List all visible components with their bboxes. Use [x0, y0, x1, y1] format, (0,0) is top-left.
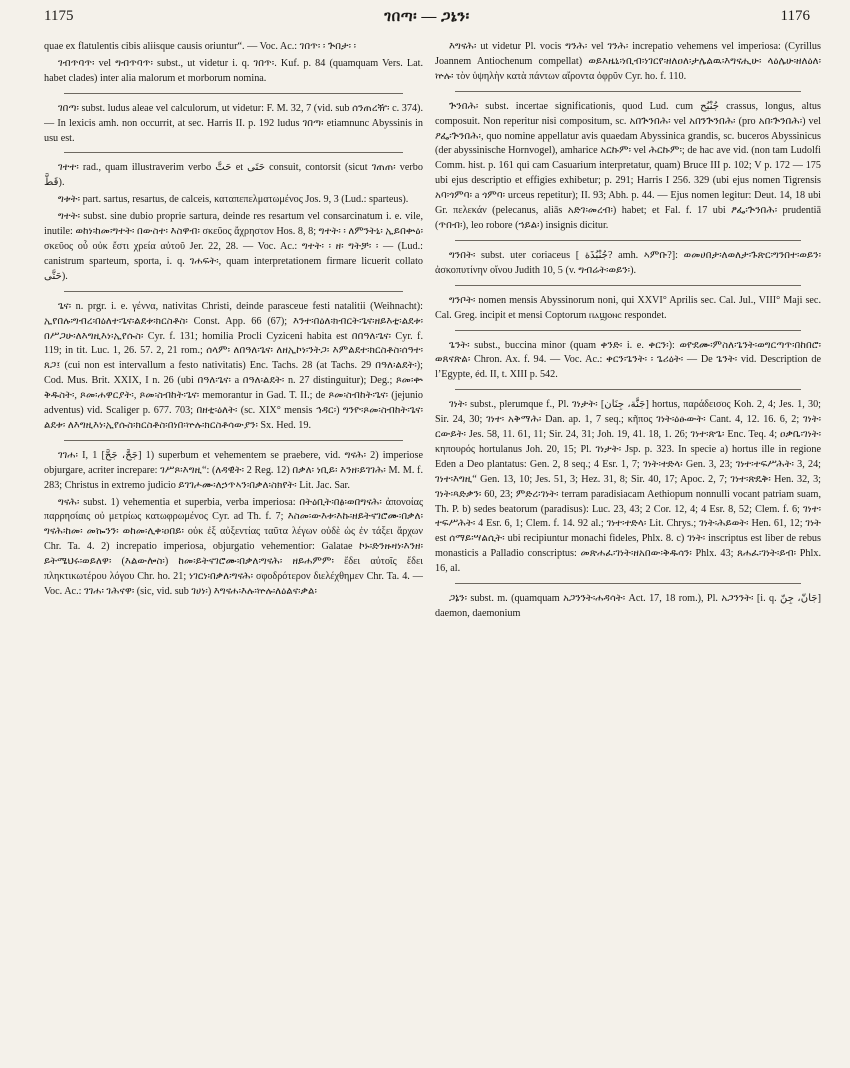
dictionary-entry: እግናሕ፡ ut videtur Pl. vocis ግንሕ፡ vel ገንሕ፡ increpatio vehemens vel imperiosa: (Cyrillus Joannem Antiochenum compellat) ወይእዜኒ፡ነቢብ፡ነገርየ፡ዘለዐለ፡ታሌልዉ፡እግናሒሁ፡ ላዕሌሁ፡ዘለዕለ፡ኵሉ፡ τὸν ὑψηλὴν κατὰ πάντων αἴροντα ὀφρῦν Cyr. ho. f. 110.	[435, 41, 821, 82]
dictionary-entry: ግተት፡ subst. sine dubio proprie sartura, deinde res resartum vel consarcinatum i. e. vile, inutile: ወከነ፡ከመ፡ግተት፡ በውስተ፡ እስዋብ፡ σκεῦος ἄχρηστον Hos. 8, 8; ግተት፡ ፡ ለምንትኒ፡ ኢይበቍዕ፡ σκεῦος οὗ οὐκ ἔστι χρεία αὐτοῦ Jer. 22, 28. — Voc. Ac.: ግተት፡ ፡ ዘ፡ ግትቻ፡ ፡ — (Lud.: canistrum sparteum, sporta, i. q. ገሐፍት፡, quam interpretationem firmare licuerit collato حَتَّى).	[44, 211, 423, 282]
entry-divider	[455, 330, 801, 331]
page-number-left: 1175	[44, 8, 74, 24]
dictionary-entry: ግንቦት፡ nomen mensis Abyssinorum noni, qui XXVI° Aprilis sec. Cal. Jul., VIII° Maji sec. Cal. Greg. incipit et mensi Coptorum ⲡⲁϣⲟⲛⲥ respondet.	[435, 294, 821, 321]
dictionary-entry: ጌና፡ n. prgr. i. e. γέννα, nativitas Christi, deinde parasceue festi natalitii (Weihnacht): ኢየበሉ፡ግብረ፡በዕለተ፡ጌና፡ልደቱ፡ክርስቶስ፡ Const. App. 66 (67); እንተ፡በዕለ፡ክብርት፡ጌና፡ዘይእቲ፡ልደቱ፡በሥጋሁ፡ለእግዚእነ፡ኢየሱስ፡ Cyr. f. 131; homilia Procli Cyziceni habita est በበዓለ፡ጌና፡ Cyr. f. 119; in tit. Luc. 1, 26. 57. 2, 21 rom.; ሰላም፡ ለበዓለ፡ጌና፡ ለዘኢኮነ፡ንትጋ፡ እምልደተ፡ክርስቶስ፡ሰዓተ፡ጸጋ፤ (cui non est intervallum a festo nativitatis) Enc. Tachs. 28 (at Tachs. 29 በዓለ፡ልደት፡); Cod. Mus. Brit. XXIX, I n. 26 (ubi በዓለ፡ጌና፡ a በዓለ፡ልደት፡ n. 27 distinguitur); Deg.; ጾመ፡ቍ ቅዱስት፡, ጾመ፡ሐዋርያት፡, ጾመ፡ስብከት፡ጌና፡ memorantur in Gad. T. II.; de ጾመ፡ስብከት፡ጌና፡ (jejunio adventus) vid. Scaliger p. 677. 703; በዘቲ፡ዕለት፡ (sc. XIX° mensis ኅዳር፡) ግንዮ፡ጾመ፡ስብከት፡ጌና፡ ልደቱ፡ ለእግዚእነ፡ኢየሱስ፡ክርስቶስ፡በነበ፡ኵሉ፡ክርስቶሳውያን፡ Sx. Hed. 19.	[44, 300, 423, 431]
entry-divider	[455, 240, 801, 241]
header-title: ገበጣ፡ — ጋኔን፡	[384, 9, 470, 25]
dictionary-entry: ገብጥባጥ፡ vel ግብጥባጥ፡ subst., ut videtur i. q. ገበጥ፡. Kuf. p. 84 (quamquam Vers. Lat. habet clades) inter alia malorum et morborum nomina.	[44, 57, 423, 84]
page-number-right: 1176	[780, 8, 810, 24]
entry-divider	[455, 583, 801, 584]
dictionary-entry: ግናሕ፡ subst. 1) vehementia et superbia, verba imperiosa: በትዕቢት፡በፅ፡ወበግናሕ፡ ἀπονοίας παρρησίαις οὐ μετρίως κατωφρωμένος Cyr. ad Th. f. 7; እስመ፡ውእቱ፡እኩ፡ዘይትናገሮሙ፡በቃለ፡ግናሕ፡ከመ፡ መኰንን፡ ወከመ፡ሊቀ፡ዐበይ፡ οὐκ ἐξ αὐξεντίας ταῦτα λέγων οὐδὲ ὡς ἐν τάξει ἄρχων Chr. Ta. 4. 2) increpatio imperiosa, objurgatio vehementior: Galatae ኮኑ፡ድንዙዛነ፡እንዘ፡ይትሜህሩ፡ወይለዋ፡ (እልውሎስ፡) ከመ፡ይትናገሮሙ፡በቃለ፡ግናሕ፡ ዘይሐምም፡ ἔδει αὐτοῖς ἔδει πληκτικωτέρου λόγου Chr. ho. 21; ነገርነ፡በቃለ፡ግናሕ፡ σφοδρότερον διελέχθημεν Chr. Ta. 4. — Voc. Ac.: ገገሐ፡ ገሕናዋ፡ (sic, vid. sub ገሀነ፡) እግናሐ፡እሉ፡ኵሉ፡ለዕልና፡ቃል፡	[44, 496, 423, 597]
entry-divider	[455, 91, 801, 92]
entry-divider	[455, 285, 801, 286]
dictionary-entry: ጌንት፡ subst., buccina minor (quam ቀንድ፡ i. e. ቀርን፡): ወዮደሙ፡ምስለ፡ጌንት፡ወግርጣጥ፡በከበሮ፡ወጸናጽል፡ Chron. Ax. f. 94. — Voc. Ac.: ቀርን፡ጌንት፡ ፡ ጌሪዕት፡ — De ጌንት፡ vid. Description de l’Egypte, éd. II, t. XIII p. 542.	[435, 339, 821, 381]
entry-divider	[64, 440, 403, 441]
dictionary-entry: ገገሐ፡ I, 1 [جَحَّ، جَحَّ] 1) superbum et vehementem se praebere, vid. ግናሕ፡ 2) imperiose objurgare, acriter increpare: ገሥጾ፡እግዚ“: (ለዳዊት፡ 2 Reg. 12) በቃለ፡ ነቢይ፡ እንዘ፡ይገገሕ፡ M. M. f. 283; Christus in extremo judicio ይገገሖሙ፡ለኃጥኣን፡በቃለ፡ስክየት፡ Lit. Jac. Sar.	[44, 449, 423, 491]
entry-divider	[64, 291, 403, 292]
dictionary-entry: ገነት፡ subst., plerumque f., Pl. ገነታት፡ [جَنَّة، جِنَان] hortus, παράδεισος Koh. 2, 4; Jes. 1, 30; Sir. 24, 30; ገነተ፡ አቅማሕ፡ Dan. ap. 1, 7 seq.; κῆπος ገነት፡ዕፁውት፡ Cant. 4, 12. 16. 6, 2; ገነት፡ርውይት፡ Jes. 58, 11. 61, 11; Sir. 24, 31; Joh. 19, 41. 18, 1. 26; ገነተ፡ጽጌ፡ Enc. Teq. 4; ዐቃቤ፡ገነት፡ κηπουρός hortulanus Joh. 20, 15; Pl. ገነታት፡ Jsp. p. 323. In specie a) hortus ille in regione Eden a Deo plantatus: Gen. 2, 8 seq.; 4 Esr. 1, 7; ገነት፡ተድላ፡ Gen. 3, 23; ገነተ፡ተፍሥሕት፡ 3, 24; ገነተ፡እግዚ“ Gen. 13, 10; Jes. 51, 3; Hez. 31, 8; Sir. 40, 17; Apoc. 2, 7; ገነተ፡ጽዴቅ፡ Hen. 32, 3; ገነት፡ጻድቃን፡ 60, 23; ምድረ፡ገነት፡ terram paradisiacam Aethiopum nonnulli vocant patriam suam, Th. P. b) sedes beatorum (paradisus): Luc. 23, 43; 2 Cor. 12, 4; 4 Esr. 8, 52; Clem. f. 6; ገነተ፡ተፍሥሕት፡ 4 Esr. 6, 1; Clem. f. 14. 92 al.; ገነተ፡ተድላ፡ Lit. Chrys.; ገነት፡ሕይወት፡ Hen. 61, 12; ገነት est ሰማይ፡ሣልሲት፡ ubi recipiuntur monachi fideles, Phlx. 8. c) ገነት፡ inscriptus est liber de rebus monasticis a Palladio conscriptus: መጽሐፈ፡ገነት፡ዘአበው፡ቅዱሳን፡ Phlx. 43; ጸሐፈ፡ገነት፡ይብ፡ Phlx. 16, al.	[435, 399, 821, 575]
entry-divider	[64, 93, 403, 94]
dictionary-entry: ግንበት፡ subst. uter coriaceus [ جُنْبُذَة? amh. ኣምቡ?]: ወመሀበታ፡ለወለታ፡ጉጽር፡ግንበተ፡ወይን፡ ἀσκοπυτίνην οἴνου Judith 10, 5 (v. ግብሬት፡ወይን፡).	[435, 249, 821, 276]
running-header	[44, 8, 810, 30]
entry-divider	[64, 152, 403, 153]
dictionary-entry: ጕንበሕ፡ subst. incertae significationis, quod Lud. cum جُنْبُح crassus, longus, altus composuit. Non reperitur nisi compositum, sc. አበጕንበሕ፡ vel አበንጕንበሕ፡ (pro አበ፡ጕንበሕ፡) vel ዖፌ፡ጕንበሕ፡, quo nomine appellatur avis quaedam Abyssinica grandis, sc. buceros Abyssinicus (der abyssinische Hornvogel), amharice አርኩም፡ vel ሕርኩም፡; de hac ave vid. (non tam Ludolfi Comm. hist. p. 161 qui cam Casuarium interpretatur, quam) Bruce III p. 102; V p. 172 — 175 ubi ejus descriptio et effigies exhibetur; p. 291; Harris I 256. 329 (ubi ejus nomen Tigrensis አባ፡ጎምባ፡ a ጎምባ፡ urceus repetitur); II. 93; Abh. p. 44. — Ejus nomen legitur: Deut. 14, 18 ubi Gr. πελεκάν (pelecanus, aliās አድገ፡መረብ፡) habet; et Fal. f. 17 ubi ፆፌ፡ጕንበሕ፡ prudentiā (ጥበብ፡), leo robore (ኀይል፡) insignis dicitur.	[435, 100, 821, 231]
dictionary-entry: ግቱት፡ part. sartus, resartus, de calceis, καταπεπελματωμένος Jos. 9, 3 (Lud.: sparteus).	[58, 194, 409, 206]
dictionary-entry: quae ex flatulentis cibis aliisque causis oriuntur“. — Voc. Ac.: ገበጥ፡ ፡ ጕበታ፡ ፡	[44, 41, 357, 52]
dictionary-entry: ገበጣ፡ subst. ludus aleae vel calculorum, ut videtur: F. M. 32, 7 (vid. sub ሰንጠረዥ፡ c. 374). — In lexicis amh. non occurrit, at sec. Harris II. p. 192 ludus ገበጣ፡ etiamnunc Abyssinis in usu est.	[44, 102, 423, 144]
entry-divider	[455, 389, 801, 390]
dictionary-entry: ገተተ፡ rad., quam illustraverim verbo حَتَّ et حَتَى consuit, contorsit (sicut ገጠጠ፡ verbo قَطَّ).	[44, 162, 423, 189]
right-column	[435, 40, 821, 1058]
left-column	[44, 40, 423, 1058]
dictionary-entry: ጋኔን፡ subst. m. (quamquam አጋንንት፡ሐዳሳት፡ Act. 17, 18 rom.), Pl. አጋንንት፡ [i. q. جَانّ، جِنّ] daemon, daemonium	[435, 593, 821, 619]
